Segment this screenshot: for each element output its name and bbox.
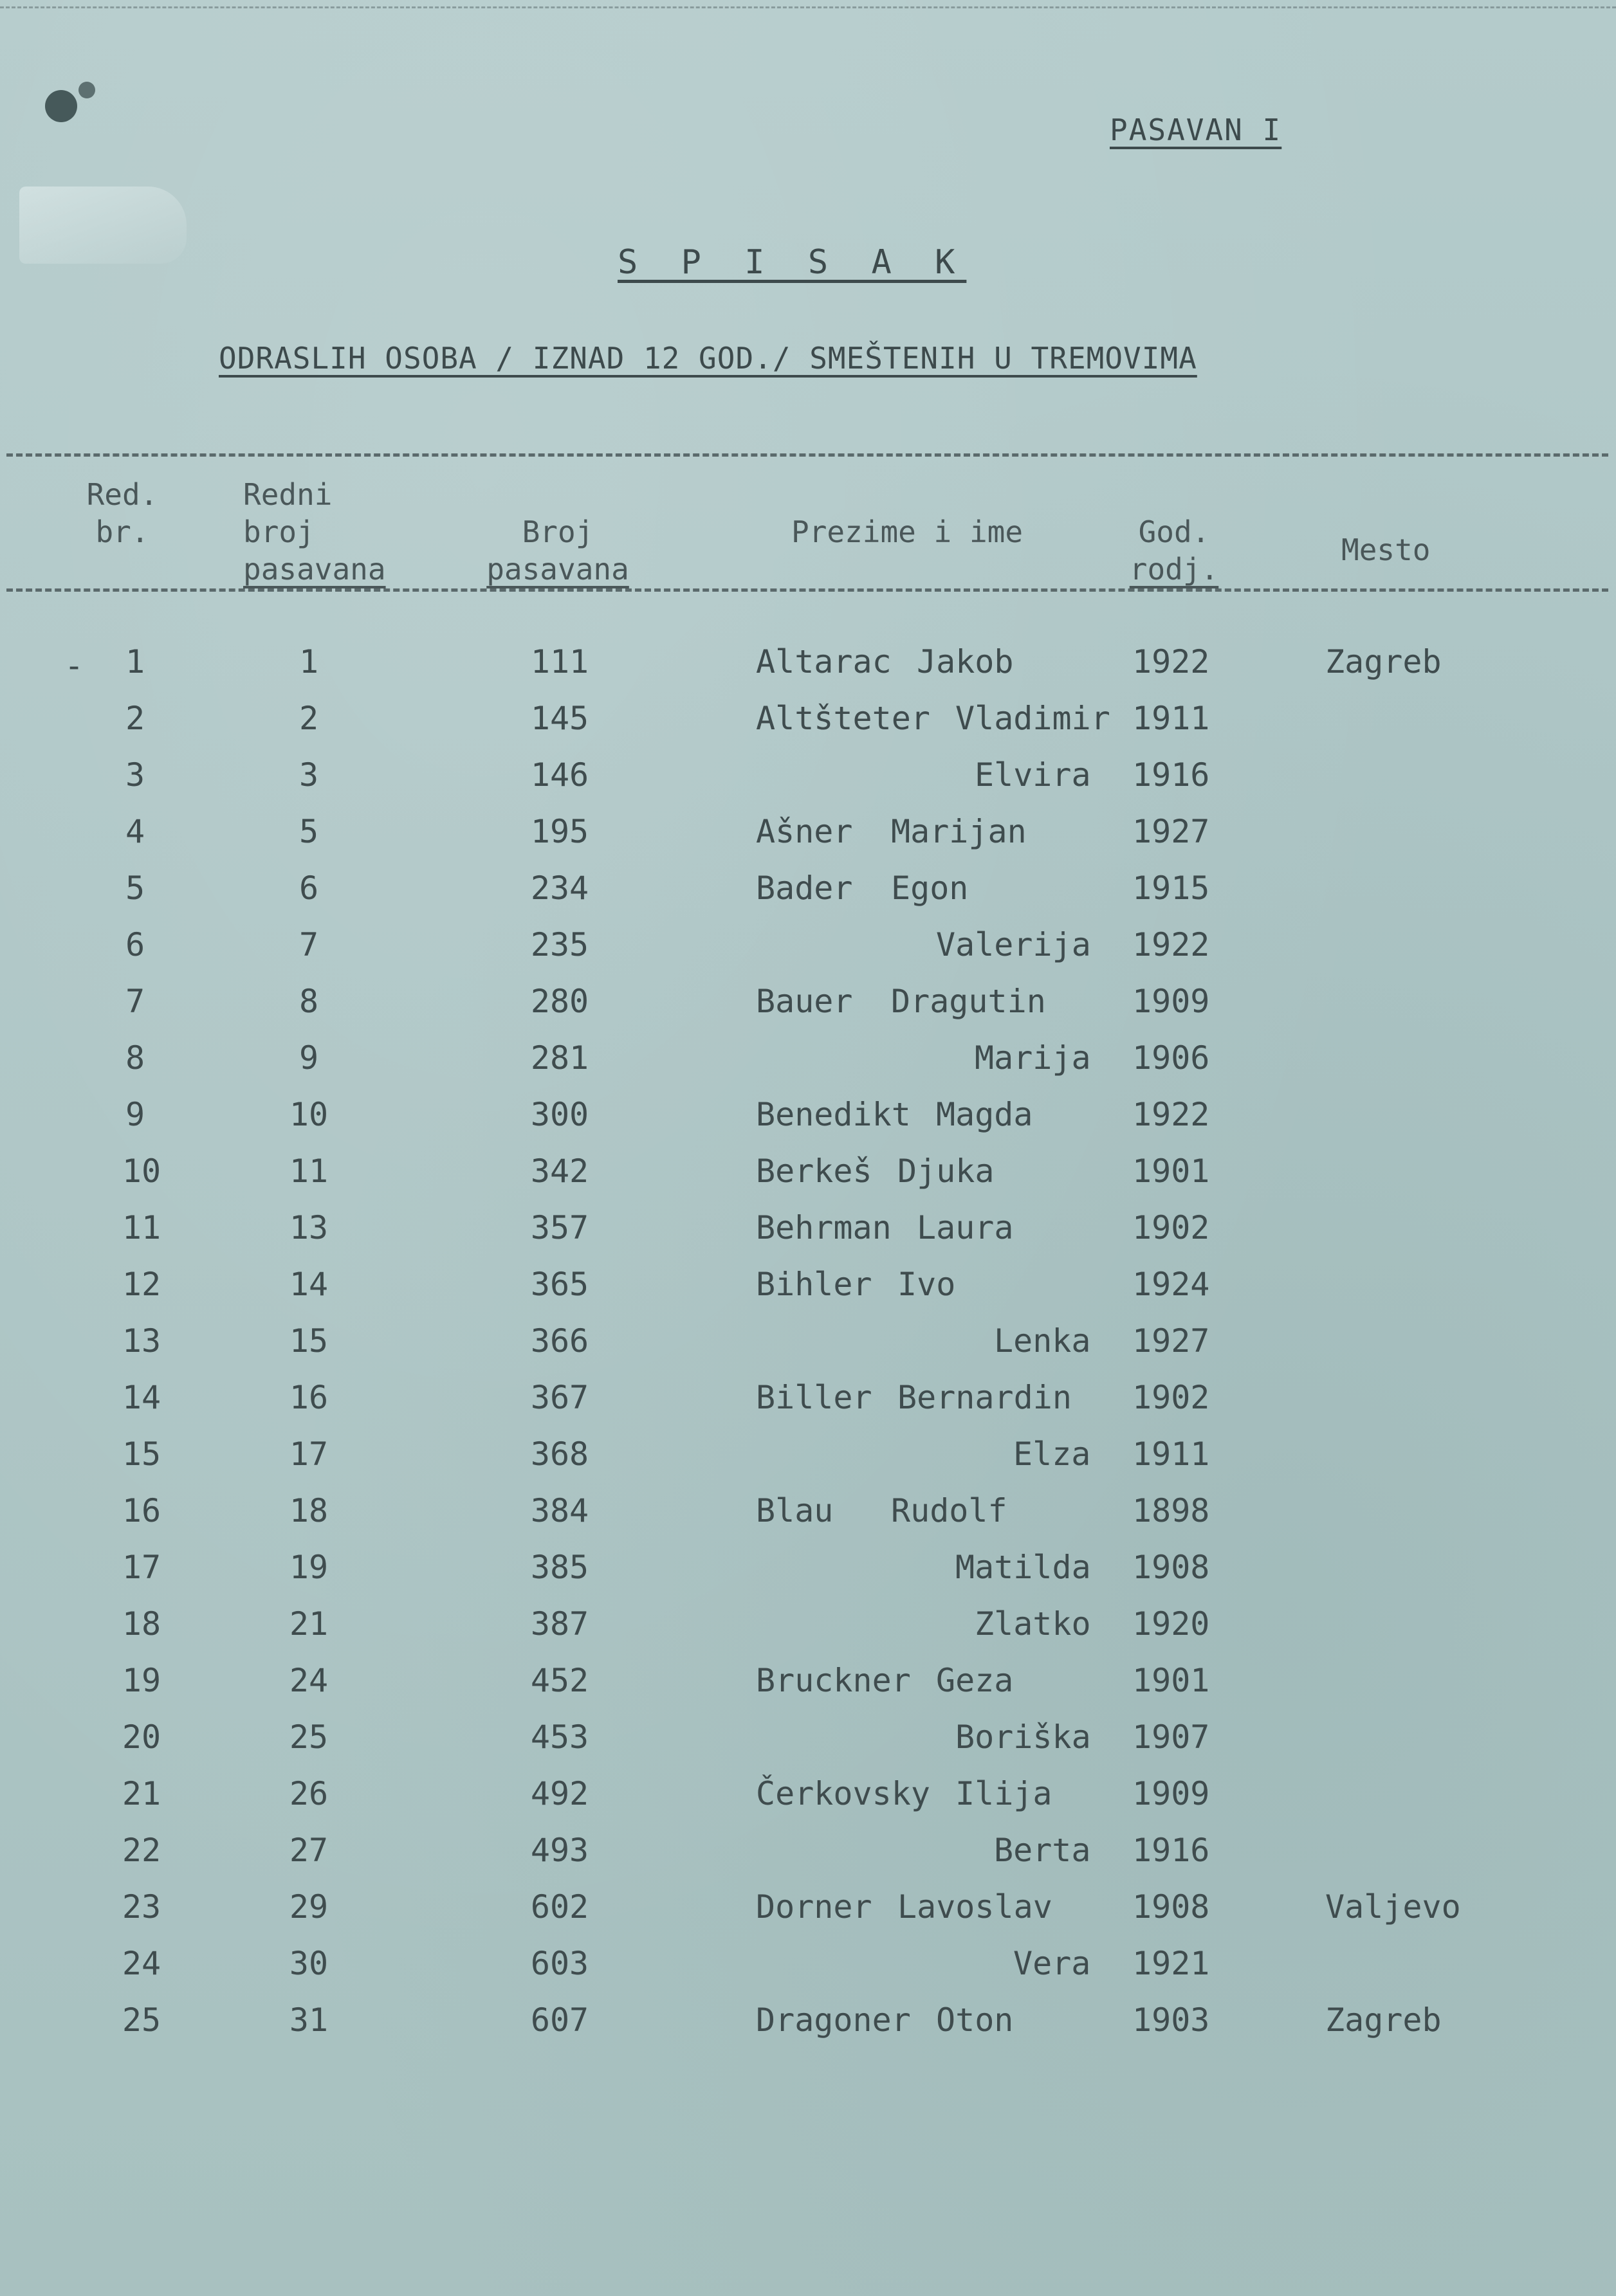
- cell-god-rodj: 1911: [1132, 700, 1210, 737]
- cell-prezime: Altšteter: [756, 700, 930, 737]
- cell-redni-broj: 17: [289, 1435, 329, 1473]
- cell-god-rodj: 1908: [1132, 1888, 1210, 1926]
- cell-redni-broj: 1: [298, 643, 319, 680]
- cell-god-rodj: 1907: [1132, 1718, 1210, 1756]
- cell-red-br: 20: [122, 1718, 161, 1756]
- cell-god-rodj: 1909: [1132, 983, 1210, 1020]
- cell-redni-broj: 11: [289, 1153, 329, 1190]
- cell-ime: Boriška: [955, 1718, 1091, 1756]
- cell-god-rodj: 1902: [1132, 1379, 1210, 1416]
- cell-red-br: 9: [125, 1096, 145, 1133]
- cell-ime: Geza: [936, 1662, 1014, 1699]
- document-title: S P I S A K: [618, 243, 967, 282]
- cell-god-rodj: 1902: [1132, 1209, 1210, 1246]
- cell-ime: Marija: [975, 1039, 1091, 1077]
- cell-redni-broj: 10: [289, 1096, 329, 1133]
- cell-broj-pasavana: 453: [530, 1718, 589, 1756]
- cell-redni-broj: 16: [289, 1379, 329, 1416]
- cell-god-rodj: 1920: [1132, 1605, 1210, 1643]
- cell-prezime: Altarac: [756, 643, 892, 680]
- paper-fold: [19, 187, 187, 264]
- cell-god-rodj: 1908: [1132, 1549, 1210, 1586]
- header-bottom-rule: [6, 588, 1608, 592]
- cell-ime: Bernardin: [897, 1379, 1072, 1416]
- col-header-broj: [477, 513, 638, 588]
- cell-broj-pasavana: 195: [530, 813, 589, 850]
- cell-god-rodj: 1922: [1132, 1096, 1210, 1133]
- cell-redni-broj: 6: [298, 870, 319, 907]
- cell-god-rodj: 1909: [1132, 1775, 1210, 1812]
- cell-ime: Elza: [1013, 1435, 1091, 1473]
- col-header-line: God.: [1138, 515, 1210, 549]
- cell-broj-pasavana: 367: [530, 1379, 589, 1416]
- cell-broj-pasavana: 385: [530, 1549, 589, 1586]
- pasavan-label: PASAVAN I: [1110, 113, 1282, 147]
- cell-red-br: 10: [122, 1153, 161, 1190]
- cell-ime: Dragutin: [891, 983, 1046, 1020]
- cell-god-rodj: 1924: [1132, 1266, 1210, 1303]
- cell-ime: Lenka: [994, 1322, 1091, 1360]
- cell-redni-broj: 9: [298, 1039, 319, 1077]
- document-subtitle: ODRASLIH OSOBA / IZNAD 12 GOD./ SMEŠTENIH U TREMOVIMA: [219, 341, 1197, 376]
- cell-prezime: Benedikt: [756, 1096, 911, 1133]
- col-header-line: Prezime i ime: [791, 515, 1024, 549]
- cell-god-rodj: 1898: [1132, 1492, 1210, 1529]
- col-header-line: pasavana: [486, 552, 629, 587]
- cell-red-br: 14: [122, 1379, 161, 1416]
- cell-red-br: 18: [122, 1605, 161, 1643]
- cell-ime: Oton: [936, 2001, 1014, 2039]
- cell-mesto: Zagreb: [1325, 643, 1442, 680]
- cell-broj-pasavana: 603: [530, 1945, 589, 1982]
- col-header-god-rodj: [1123, 513, 1226, 588]
- cell-redni-broj: 31: [289, 2001, 329, 2039]
- col-header-line: pasavana: [243, 552, 386, 587]
- cell-redni-broj: 15: [289, 1322, 329, 1360]
- cell-broj-pasavana: 365: [530, 1266, 589, 1303]
- cell-broj-pasavana: 280: [530, 983, 589, 1020]
- cell-god-rodj: 1922: [1132, 926, 1210, 963]
- cell-red-br: 5: [125, 870, 145, 907]
- cell-red-br: 12: [122, 1266, 161, 1303]
- cell-god-rodj: 1901: [1132, 1153, 1210, 1190]
- cell-broj-pasavana: 493: [530, 1832, 589, 1869]
- col-header-line: Redni: [243, 477, 333, 512]
- cell-ime: Ilija: [955, 1775, 1052, 1812]
- cell-broj-pasavana: 607: [530, 2001, 589, 2039]
- cell-redni-broj: 5: [298, 813, 319, 850]
- cell-mesto: Zagreb: [1325, 2001, 1442, 2039]
- cell-redni-broj: 25: [289, 1718, 329, 1756]
- cell-redni-broj: 18: [289, 1492, 329, 1529]
- col-header-line: Red.: [86, 477, 158, 512]
- cell-god-rodj: 1911: [1132, 1435, 1210, 1473]
- cell-ime: Lavoslav: [897, 1888, 1052, 1926]
- cell-ime: Laura: [917, 1209, 1014, 1246]
- cell-god-rodj: 1915: [1132, 870, 1210, 907]
- col-header-red-br: [84, 476, 161, 551]
- punch-hole: [45, 90, 77, 122]
- col-header-line: br.: [95, 515, 149, 549]
- col-header-line: broj: [243, 515, 315, 549]
- cell-broj-pasavana: 368: [530, 1435, 589, 1473]
- cell-god-rodj: 1927: [1132, 813, 1210, 850]
- cell-red-br: 8: [125, 1039, 145, 1077]
- cell-ime: Egon: [891, 870, 969, 907]
- col-header-line: rodj.: [1129, 552, 1219, 587]
- cell-prezime: Berkeš: [756, 1153, 872, 1190]
- cell-red-br: 21: [122, 1775, 161, 1812]
- cell-redni-broj: 30: [289, 1945, 329, 1982]
- cell-ime: Rudolf: [891, 1492, 1007, 1529]
- cell-red-br: 17: [122, 1549, 161, 1586]
- cell-red-br: 6: [125, 926, 145, 963]
- header-top-rule: [6, 453, 1608, 457]
- cell-god-rodj: 1921: [1132, 1945, 1210, 1982]
- cell-ime: Berta: [994, 1832, 1091, 1869]
- cell-broj-pasavana: 387: [530, 1605, 589, 1643]
- cell-red-br: 19: [122, 1662, 161, 1699]
- cell-redni-broj: 21: [289, 1605, 329, 1643]
- cell-prezime: Blau: [756, 1492, 834, 1529]
- col-header-line: Mesto: [1341, 533, 1431, 567]
- top-edge-dashes: [0, 6, 1616, 8]
- cell-redni-broj: 27: [289, 1832, 329, 1869]
- cell-red-br: 2: [125, 700, 145, 737]
- cell-ime: Djuka: [897, 1153, 995, 1190]
- cell-ime: Magda: [936, 1096, 1033, 1133]
- cell-broj-pasavana: 146: [530, 756, 589, 794]
- cell-broj-pasavana: 492: [530, 1775, 589, 1812]
- cell-prezime: Dorner: [756, 1888, 872, 1926]
- cell-red-br: 4: [125, 813, 145, 850]
- cell-god-rodj: 1916: [1132, 1832, 1210, 1869]
- cell-red-br: 3: [125, 756, 145, 794]
- cell-prezime: Bruckner: [756, 1662, 911, 1699]
- cell-redni-broj: 26: [289, 1775, 329, 1812]
- cell-redni-broj: 3: [298, 756, 319, 794]
- cell-redni-broj: 24: [289, 1662, 329, 1699]
- cell-broj-pasavana: 300: [530, 1096, 589, 1133]
- cell-redni-broj: 7: [298, 926, 319, 963]
- cell-redni-broj: 19: [289, 1549, 329, 1586]
- cell-ime: Vera: [1013, 1945, 1091, 1982]
- cell-prezime: Bader: [756, 870, 853, 907]
- cell-broj-pasavana: 145: [530, 700, 589, 737]
- cell-broj-pasavana: 235: [530, 926, 589, 963]
- cell-broj-pasavana: 111: [530, 643, 589, 680]
- cell-mesto: Valjevo: [1325, 1888, 1461, 1926]
- col-header-mesto: [1341, 531, 1430, 569]
- cell-redni-broj: 2: [298, 700, 319, 737]
- cell-god-rodj: 1922: [1132, 643, 1210, 680]
- cell-ime: Zlatko: [975, 1605, 1091, 1643]
- cell-broj-pasavana: 281: [530, 1039, 589, 1077]
- cell-ime: Ivo: [897, 1266, 956, 1303]
- cell-red-br: 23: [122, 1888, 161, 1926]
- cell-prezime: Biller: [756, 1379, 872, 1416]
- cell-prezime: Ašner: [756, 813, 853, 850]
- cell-broj-pasavana: 602: [530, 1888, 589, 1926]
- col-header-redni-broj: [243, 476, 386, 588]
- cell-prezime: Bihler: [756, 1266, 872, 1303]
- col-header-line: Broj: [522, 515, 594, 549]
- cell-redni-broj: 14: [289, 1266, 329, 1303]
- cell-god-rodj: 1901: [1132, 1662, 1210, 1699]
- cell-redni-broj: 13: [289, 1209, 329, 1246]
- row-marker-dash: -: [64, 647, 84, 684]
- cell-ime: Valerija: [936, 926, 1091, 963]
- cell-redni-broj: 8: [298, 983, 319, 1020]
- cell-red-br: 13: [122, 1322, 161, 1360]
- cell-red-br: 24: [122, 1945, 161, 1982]
- cell-ime: Matilda: [955, 1549, 1091, 1586]
- cell-ime: Vladimir: [955, 700, 1110, 737]
- cell-prezime: Čerkovsky: [756, 1775, 930, 1812]
- cell-red-br: 25: [122, 2001, 161, 2039]
- cell-red-br: 11: [122, 1209, 161, 1246]
- cell-broj-pasavana: 366: [530, 1322, 589, 1360]
- cell-red-br: 15: [122, 1435, 161, 1473]
- cell-ime: Elvira: [975, 756, 1091, 794]
- cell-broj-pasavana: 342: [530, 1153, 589, 1190]
- cell-prezime: Dragoner: [756, 2001, 911, 2039]
- cell-god-rodj: 1916: [1132, 756, 1210, 794]
- cell-ime: Marijan: [891, 813, 1027, 850]
- cell-red-br: 22: [122, 1832, 161, 1869]
- cell-broj-pasavana: 234: [530, 870, 589, 907]
- cell-red-br: 16: [122, 1492, 161, 1529]
- cell-broj-pasavana: 384: [530, 1492, 589, 1529]
- cell-redni-broj: 29: [289, 1888, 329, 1926]
- cell-broj-pasavana: 452: [530, 1662, 589, 1699]
- cell-ime: Jakob: [917, 643, 1014, 680]
- cell-prezime: Bauer: [756, 983, 853, 1020]
- cell-broj-pasavana: 357: [530, 1209, 589, 1246]
- cell-god-rodj: 1903: [1132, 2001, 1210, 2039]
- cell-red-br: 1: [125, 643, 145, 680]
- col-header-prezime-ime: [791, 513, 1023, 551]
- cell-prezime: Behrman: [756, 1209, 892, 1246]
- cell-god-rodj: 1906: [1132, 1039, 1210, 1077]
- cell-red-br: 7: [125, 983, 145, 1020]
- cell-god-rodj: 1927: [1132, 1322, 1210, 1360]
